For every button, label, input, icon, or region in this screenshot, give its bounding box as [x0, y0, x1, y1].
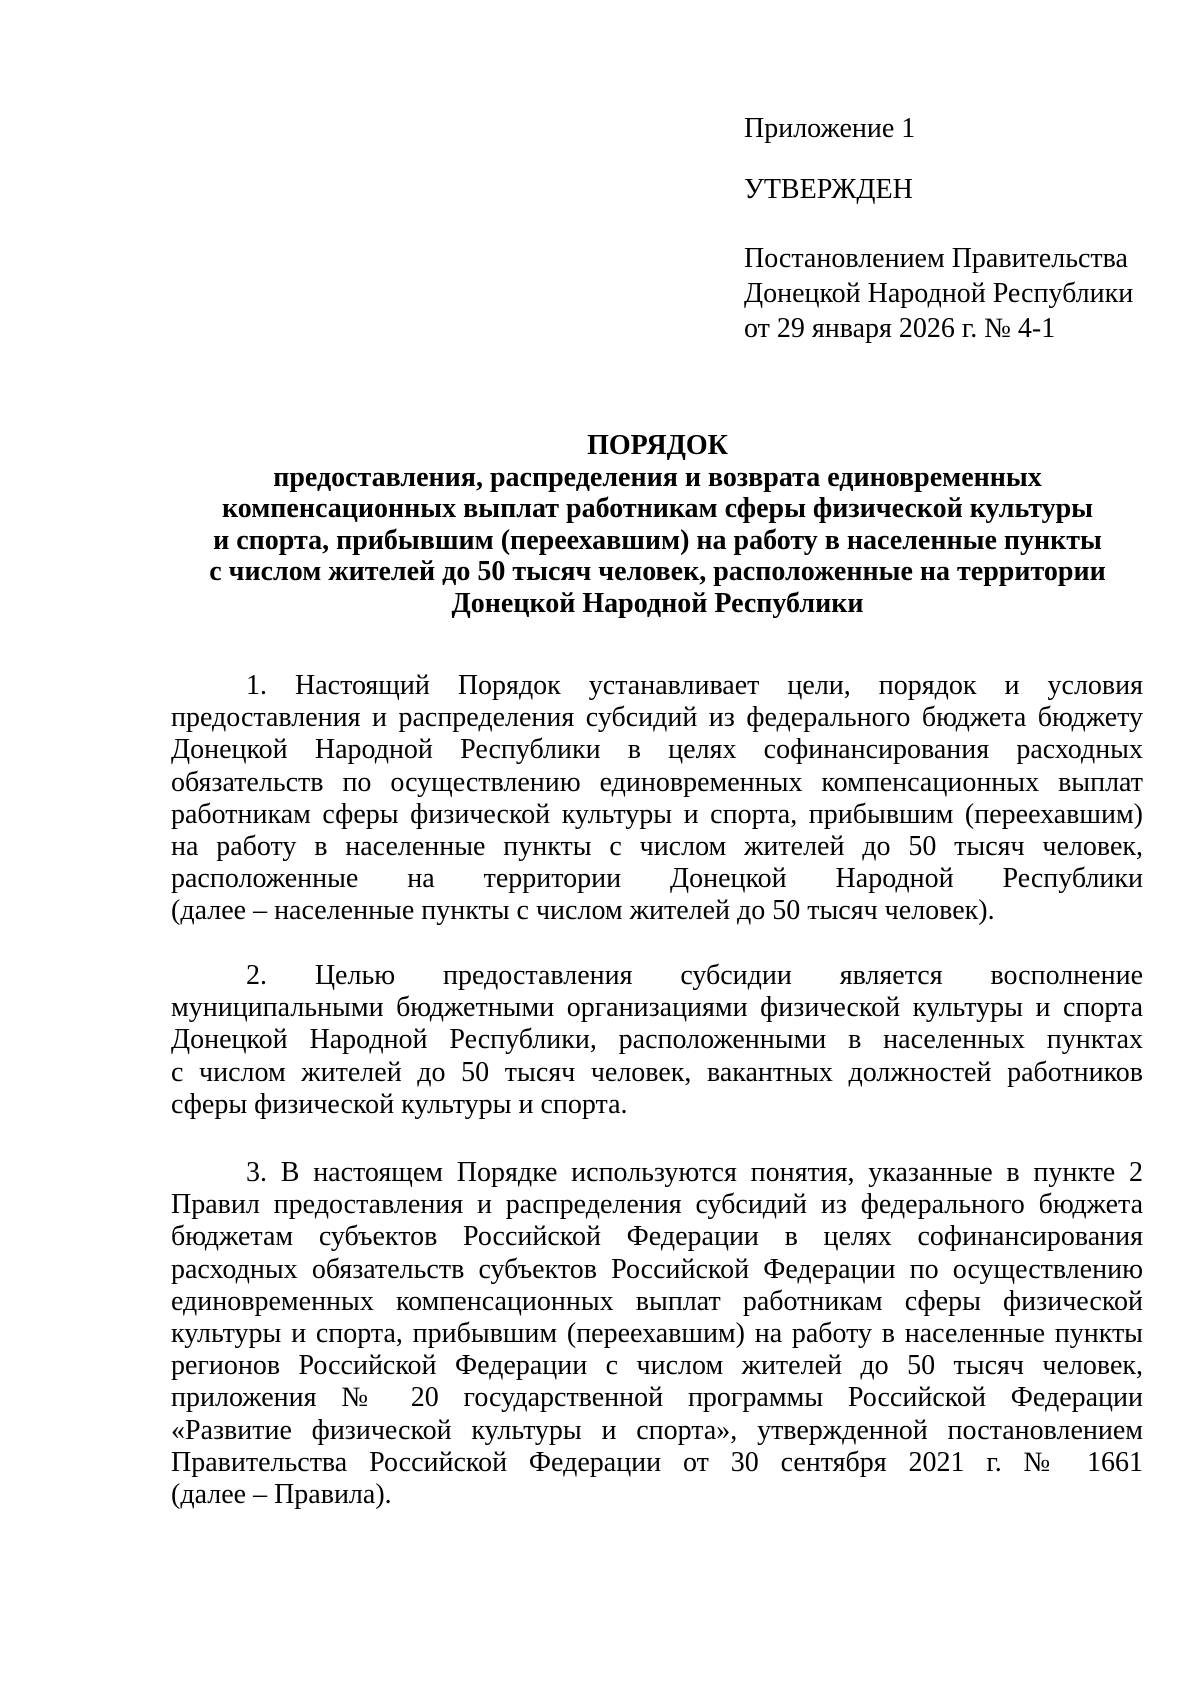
title-subtitle-line: и спорта, прибывшим (переехавшим) на работу в населенные пункты: [213, 524, 1102, 556]
approved-label: УТВЕРЖДЕН: [744, 174, 913, 205]
paragraph-line: Правительства Российской Федерации от 30 сентября 2021 г. № 1661: [171, 1446, 1143, 1478]
paragraph-line: обязательств по осуществлению единовременных компенсационных выплат: [171, 766, 1143, 798]
paragraph-line: культуры и спорта, прибывшим (переехавшим) на работу в населенные пункты: [171, 1317, 1143, 1349]
paragraph-line: приложения № 20 государственной программы Российской Федерации: [171, 1382, 1143, 1414]
paragraph-line: предоставления и распределения субсидий из федерального бюджета бюджету: [171, 702, 1143, 734]
paragraph-line: сферы физической культуры и спорта.: [171, 1088, 628, 1120]
title-subtitle-line: с числом жителей до 50 тысяч человек, расположенные на территории: [209, 556, 1106, 587]
paragraph-line: Донецкой Народной Республики в целях софинансирования расходных: [171, 734, 1143, 766]
paragraph-2: [171, 960, 1143, 1121]
paragraph-line: с числом жителей до 50 тысяч человек, вакантных должностей работников: [171, 1056, 1143, 1088]
paragraph-line: (далее – населенные пункты с числом жителей до 50 тысяч человек).: [171, 895, 995, 927]
paragraph-line: 3. В настоящем Порядке используются понятия, указанные в пункте 2: [246, 1157, 1143, 1188]
paragraph-line: Правил предоставления и распределения субсидий из федерального бюджета: [171, 1189, 1143, 1221]
title-subtitle-line: компенсационных выплат работникам сферы физической культуры: [221, 493, 1094, 524]
paragraph-line: «Развитие физической культуры и спорта», утвержденной постановлением: [171, 1414, 1143, 1446]
document-title: [170, 430, 1145, 619]
paragraph-line: расположенные на территории Донецкой Народной Республики: [171, 863, 1143, 895]
paragraph-line: (далее – Правила).: [171, 1478, 392, 1510]
paragraph-line: бюджетам субъектов Российской Федерации в целях софинансирования: [171, 1221, 1143, 1253]
paragraph-3: [171, 1157, 1143, 1511]
paragraph-line: 1. Настоящий Порядок устанавливает цели, порядок и условия: [246, 670, 1143, 701]
paragraph-line: работникам сферы физической культуры и спорта, прибывшим (переехавшим): [171, 798, 1143, 830]
resolution-line: Донецкой Народной Республики: [744, 278, 1134, 309]
paragraph-line: на работу в населенные пункты с числом жителей до 50 тысяч человек,: [171, 830, 1143, 862]
title-heading: ПОРЯДОК: [587, 430, 728, 461]
approval-stamp: [744, 111, 1164, 346]
paragraph-line: единовременных компенсационных выплат работникам сферы физической: [171, 1285, 1143, 1317]
paragraph-line: муниципальными бюджетными организациями физической культуры и спорта: [171, 992, 1143, 1024]
paragraph-line: регионов Российской Федерации с числом жителей до 50 тысяч человек,: [171, 1350, 1143, 1382]
resolution-line: Постановлением Правительства: [744, 243, 1128, 274]
resolution-line: от 29 января 2026 г. № 4-1: [744, 313, 1056, 344]
title-subtitle-line: предоставления, распределения и возврата единовременных: [273, 461, 1042, 493]
paragraph-1: [171, 670, 1143, 928]
title-subtitle-line: Донецкой Народной Республики: [451, 587, 864, 619]
paragraph-line: Донецкой Народной Республики, расположенными в населенных пунктах: [171, 1024, 1143, 1056]
appendix-label: Приложение 1: [744, 113, 916, 144]
paragraph-line: расходных обязательств субъектов Российской Федерации по осуществлению: [171, 1253, 1143, 1285]
paragraph-line: 2. Целью предоставления субсидии является восполнение: [246, 960, 1143, 991]
